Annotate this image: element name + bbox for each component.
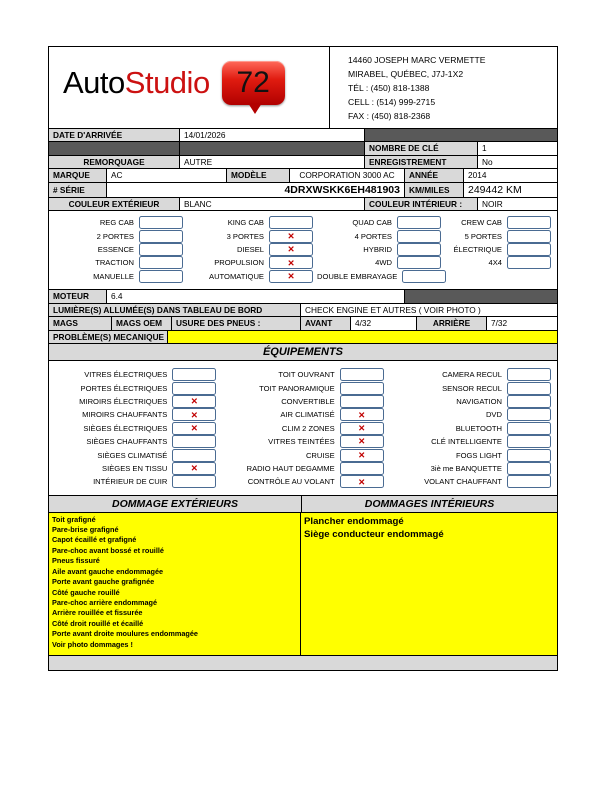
- config-label-automatique: AUTOMATIQUE: [209, 271, 264, 281]
- lights-label: LUMIÈRE(S) ALLUMÉE(S) DANS TABLEAU DE BORD: [49, 304, 301, 317]
- checkbox-toit-panoramique[interactable]: [340, 382, 384, 395]
- checkbox-3ieme-banquette[interactable]: [507, 462, 551, 475]
- equip-label-cruise: CRUISE: [305, 450, 335, 460]
- checkbox-double-embrayage[interactable]: [402, 270, 446, 283]
- badge-tail-icon: [248, 103, 262, 114]
- equip-row-sensor-recul[interactable]: [384, 381, 551, 394]
- damages-header-row: [49, 496, 557, 513]
- list-item: Arrière rouillée et fissurée: [52, 608, 143, 618]
- config-label-2portes: 2 PORTES: [96, 231, 134, 241]
- vin-value[interactable]: 4DRXWSKK6EH481903: [107, 183, 405, 197]
- checkbox-portes-electriques[interactable]: [172, 382, 216, 395]
- problems-value[interactable]: [168, 331, 557, 344]
- config-cell-regcab[interactable]: [55, 216, 183, 229]
- badge-bubble: [222, 61, 285, 105]
- equip-row-sieges-climatise[interactable]: [49, 448, 216, 461]
- equip-row-cle-intelligente[interactable]: [384, 435, 551, 448]
- list-item: Pare-choc arrière endommagé: [52, 597, 158, 607]
- config-row-2: [55, 230, 551, 243]
- equip-row-cruise[interactable]: [216, 448, 383, 461]
- keys-value[interactable]: 1: [478, 142, 557, 155]
- list-item: Plancher endommagé: [304, 515, 404, 527]
- config-row-3: [55, 243, 551, 256]
- equip-row-volant-chauffant[interactable]: [384, 475, 551, 488]
- config-label-3portes: 3 PORTES: [226, 231, 264, 241]
- tires-label: USURE DES PNEUS :: [172, 317, 301, 330]
- equip-label-sieges-climatise: SIÈGES CLIMATISÉ: [97, 450, 168, 460]
- check-mark: ✕: [190, 409, 198, 420]
- row-dashboard-lights: [49, 304, 557, 318]
- towing-value[interactable]: AUTRE: [180, 156, 365, 169]
- config-cell-4x4[interactable]: [441, 256, 551, 269]
- row-towing: [49, 156, 557, 170]
- date-value[interactable]: 14/01/2026: [180, 129, 365, 142]
- list-item: Porte avant gauche grafignée: [52, 577, 155, 587]
- config-cell-automatique[interactable]: [183, 270, 313, 283]
- spacer-cell-4: [405, 290, 557, 303]
- config-label-double-embrayage: DOUBLE EMBRAYAGE: [317, 271, 398, 281]
- checkbox-sieges-chauffants[interactable]: [172, 435, 216, 448]
- checkbox-propulsion[interactable]: [269, 256, 313, 269]
- interior-damages-title: DOMMAGES INTÉRIEURS: [302, 496, 557, 512]
- cell-line: CELL : (514) 999-2715: [348, 96, 436, 107]
- config-cell-5portes[interactable]: [441, 230, 551, 243]
- logo-wordmark: [63, 65, 210, 101]
- check-mark: ✕: [287, 271, 295, 282]
- list-item: Capot écaillé et grafigné: [52, 535, 137, 545]
- config-cell-2portes[interactable]: [55, 230, 183, 243]
- int-color-value[interactable]: NOIR: [478, 198, 557, 211]
- mags-label: MAGS: [49, 317, 112, 330]
- equip-label-portes-electriques: PORTES ÉLECTRIQUES: [80, 383, 168, 393]
- equipment-body: [49, 361, 557, 496]
- config-label-4portes: 4 PORTES: [354, 231, 392, 241]
- equip-row-toit-panoramique[interactable]: [216, 381, 383, 394]
- int-color-label: COULEUR INTÉRIEUR :: [365, 198, 478, 211]
- check-mark: ✕: [358, 436, 366, 447]
- problems-label: PROBLÈME(S) MECANIQUE: [49, 331, 168, 344]
- equip-row-portes-electriques[interactable]: [49, 381, 216, 394]
- km-label: KM/MILES: [405, 183, 464, 197]
- equip-row-vitres-teintees[interactable]: [216, 435, 383, 448]
- check-mark: ✕: [287, 257, 295, 268]
- equip-label-clim-2-zones: CLIM 2 ZONES: [281, 423, 335, 433]
- checkbox-vitres-teintees[interactable]: [340, 435, 384, 448]
- row-colors: [49, 198, 557, 212]
- checkbox-5portes[interactable]: [507, 230, 551, 243]
- checkbox-regcab[interactable]: [139, 216, 183, 229]
- list-item: Côté gauche rouillé: [52, 587, 120, 597]
- fax-line: FAX : (450) 818-2368: [348, 110, 431, 121]
- config-cell-3portes[interactable]: [183, 230, 313, 243]
- equip-label-radio-haut-degamme: RADIO HAUT DEGAMME: [246, 463, 335, 473]
- equip-label-navigation: NAVIGATION: [456, 397, 502, 407]
- checkbox-4wd[interactable]: [397, 256, 441, 269]
- checkbox-air-climatise[interactable]: [340, 408, 384, 421]
- year-value[interactable]: 2014: [464, 169, 557, 182]
- check-mark: ✕: [358, 476, 366, 487]
- equip-label-miroirs-electriques: MIROIRS ÉLECTRIQUES: [79, 397, 168, 407]
- list-item: Côté droit rouillé et écaillé: [52, 618, 144, 628]
- equip-label-interieur-cuir: INTÉRIEUR DE CUIR: [93, 477, 168, 487]
- check-mark: ✕: [358, 409, 366, 420]
- registration-value[interactable]: No: [478, 156, 557, 169]
- checkbox-volant-chauffant[interactable]: [507, 475, 551, 488]
- logo-text-studio: Studio: [124, 65, 210, 100]
- date-label: DATE D'ARRIVÉE: [49, 129, 180, 142]
- logo-cell: [49, 47, 330, 128]
- config-cell-quadcab[interactable]: [313, 216, 441, 229]
- vehicle-inspection-form: [48, 46, 558, 671]
- equip-label-convertible: CONVERTIBLE: [281, 397, 335, 407]
- row-vin: [49, 183, 557, 198]
- config-label-5portes: 5 PORTES: [464, 231, 502, 241]
- vin-label: # SÉRIE: [49, 183, 107, 197]
- checkbox-sieges-electriques[interactable]: [172, 422, 216, 435]
- config-cell-essence[interactable]: [55, 243, 183, 256]
- equip-row-navigation[interactable]: [384, 395, 551, 408]
- equip-label-sieges-chauffants: SIÈGES CHAUFFANTS: [86, 437, 168, 447]
- logo-text-auto: Auto: [63, 65, 125, 100]
- equip-row-camera-recul[interactable]: [384, 368, 551, 381]
- form-header: [49, 47, 557, 129]
- checkbox-bluetooth[interactable]: [507, 422, 551, 435]
- config-cell-double-embrayage[interactable]: [313, 270, 551, 283]
- checkbox-clim-2-zones[interactable]: [340, 422, 384, 435]
- checkbox-interieur-cuir[interactable]: [172, 475, 216, 488]
- equip-label-toit-ouvrant: TOIT OUVRANT: [278, 370, 335, 380]
- km-value[interactable]: 249442 KM: [464, 183, 557, 197]
- equip-label-toit-panoramique: TOIT PANORAMIQUE: [259, 383, 335, 393]
- checkbox-kingcab[interactable]: [269, 216, 313, 229]
- check-mark: ✕: [287, 244, 295, 255]
- row-mechanical-problems: [49, 331, 557, 345]
- row-mags-tires: [49, 317, 557, 331]
- checkbox-automatique[interactable]: [269, 270, 313, 283]
- row-keys: [49, 142, 557, 156]
- equip-row-vitres-electriques[interactable]: [49, 368, 216, 381]
- equip-row-toit-ouvrant[interactable]: [216, 368, 383, 381]
- checkbox-convertible[interactable]: [340, 395, 384, 408]
- spacer-cell-1: [365, 129, 557, 142]
- list-item: Porte avant droite moulures endommagée: [52, 629, 198, 639]
- equip-label-miroirs-chauffants: MIROIRS CHAUFFANTS: [82, 410, 168, 420]
- equip-label-fogs-light: FOGS LIGHT: [455, 450, 502, 460]
- phone-line: TÉL : (450) 818-1388: [348, 82, 430, 93]
- check-mark: ✕: [190, 423, 198, 434]
- spacer-cell-2: [49, 142, 180, 155]
- checkbox-miroirs-electriques[interactable]: [172, 395, 216, 408]
- equip-row-air-climatise[interactable]: [216, 408, 383, 421]
- config-cell-diesel[interactable]: [183, 243, 313, 256]
- row-date-arrivee: [49, 129, 557, 143]
- checkbox-3portes[interactable]: [269, 230, 313, 243]
- checkbox-manuelle[interactable]: [139, 270, 183, 283]
- checkbox-essence[interactable]: [139, 243, 183, 256]
- config-cell-electrique[interactable]: [441, 243, 551, 256]
- equip-row-sieges-electriques[interactable]: [49, 422, 216, 435]
- check-mark: ✕: [358, 449, 366, 460]
- equip-label-bluetooth: BLUETOOTH: [455, 423, 502, 433]
- make-label: MARQUE: [49, 169, 107, 182]
- checkbox-navigation[interactable]: [507, 395, 551, 408]
- config-label-propulsion: PROPULSION: [214, 258, 264, 268]
- company-logo: [63, 53, 329, 113]
- front-tire-label: AVANT: [301, 317, 351, 330]
- checkbox-traction[interactable]: [139, 256, 183, 269]
- config-cell-4wd[interactable]: [313, 256, 441, 269]
- rear-tire-label: ARRIÈRE: [417, 317, 487, 330]
- checkbox-quadcab[interactable]: [397, 216, 441, 229]
- equip-label-volant-chauffant: VOLANT CHAUFFANT: [424, 477, 502, 487]
- checkbox-4x4[interactable]: [507, 256, 551, 269]
- towing-label: REMORQUAGE: [49, 156, 180, 169]
- logo-badge: [222, 61, 285, 105]
- checkbox-camera-recul[interactable]: [507, 368, 551, 381]
- equipment-column-2: [216, 368, 383, 489]
- engine-label: MOTEUR: [49, 290, 107, 303]
- config-cell-4portes[interactable]: [313, 230, 441, 243]
- config-label-crewcab: CREW CAB: [461, 218, 502, 228]
- checkbox-hybrid[interactable]: [397, 243, 441, 256]
- check-mark: ✕: [287, 230, 295, 241]
- interior-damages-list[interactable]: [301, 513, 557, 655]
- check-mark: ✕: [190, 463, 198, 474]
- damages-body: [49, 513, 557, 656]
- badge-number: 72: [236, 66, 270, 99]
- equip-row-bluetooth[interactable]: [384, 422, 551, 435]
- equip-label-sieges-tissu: SIÈGES EN TISSU: [102, 463, 168, 473]
- engine-value[interactable]: 6.4: [107, 290, 405, 303]
- equip-label-3ieme-banquette: 3iè me BANQUETTE: [430, 463, 502, 473]
- equip-row-sieges-tissu[interactable]: [49, 462, 216, 475]
- equip-label-camera-recul: CAMERA RECUL: [442, 370, 502, 380]
- equip-label-vitres-electriques: VITRES ÉLECTRIQUES: [84, 370, 168, 380]
- equip-label-dvd: DVD: [485, 410, 502, 420]
- lights-value[interactable]: CHECK ENGINE ET AUTRES ( VOIR PHOTO ): [301, 304, 557, 317]
- config-label-regcab: REG CAB: [99, 218, 134, 228]
- equip-label-sensor-recul: SENSOR RECUL: [442, 383, 502, 393]
- equipment-column-1: [49, 368, 216, 489]
- row-engine: [49, 290, 557, 304]
- equip-label-air-climatise: AIR CLIMATISÉ: [280, 410, 335, 420]
- checkbox-radio-haut-degamme[interactable]: [340, 462, 384, 475]
- config-cell-hybrid[interactable]: [313, 243, 441, 256]
- registration-label: ENREGISTREMENT: [365, 156, 478, 169]
- equip-row-convertible[interactable]: [216, 395, 383, 408]
- equip-row-interieur-cuir[interactable]: [49, 475, 216, 488]
- mags-value[interactable]: MAGS OEM: [112, 317, 172, 330]
- checkbox-electrique[interactable]: [507, 243, 551, 256]
- list-item: Pneus fissuré: [52, 556, 100, 566]
- config-label-4x4: 4X4: [488, 258, 502, 268]
- config-label-traction: TRACTION: [95, 258, 134, 268]
- list-item: Pare-choc avant bossé et rouillé: [52, 545, 164, 555]
- spacer-cell-3: [180, 142, 365, 155]
- checkbox-toit-ouvrant[interactable]: [340, 368, 384, 381]
- exterior-damages-title: DOMMAGE EXTÉRIEURS: [49, 496, 302, 512]
- exterior-damages-list[interactable]: [49, 513, 301, 655]
- equip-row-3ieme-banquette[interactable]: [384, 462, 551, 475]
- equip-row-miroirs-electriques[interactable]: [49, 395, 216, 408]
- checkbox-2portes[interactable]: [139, 230, 183, 243]
- checkbox-fogs-light[interactable]: [507, 449, 551, 462]
- keys-label: NOMBRE DE CLÉ: [365, 142, 478, 155]
- config-label-diesel: DIESEL: [236, 245, 264, 255]
- equip-row-fogs-light[interactable]: [384, 448, 551, 461]
- checkbox-4portes[interactable]: [397, 230, 441, 243]
- config-label-4wd: 4WD: [375, 258, 392, 268]
- equip-label-cle-intelligente: CLÉ INTELLIGENTE: [431, 437, 502, 447]
- rear-tire-value[interactable]: 7/32: [487, 317, 557, 330]
- checkbox-sieges-tissu[interactable]: [172, 462, 216, 475]
- list-item: Toit grafigné: [52, 514, 96, 524]
- equip-label-controle-au-volant: CONTRÔLE AU VOLANT: [247, 477, 335, 487]
- company-address: [330, 47, 557, 128]
- front-tire-value[interactable]: 4/32: [351, 317, 417, 330]
- equip-row-sieges-chauffants[interactable]: [49, 435, 216, 448]
- config-label-quadcab: QUAD CAB: [352, 218, 392, 228]
- config-label-hybrid: HYBRID: [363, 245, 392, 255]
- config-cell-propulsion[interactable]: [183, 256, 313, 269]
- checkbox-controle-au-volant[interactable]: [340, 475, 384, 488]
- config-label-kingcab: KING CAB: [227, 218, 264, 228]
- equip-row-controle-au-volant[interactable]: [216, 475, 383, 488]
- equip-label-sieges-electriques: SIÈGES ÉLECTRIQUES: [83, 423, 168, 433]
- config-cell-kingcab[interactable]: [183, 216, 313, 229]
- config-label-essence: ESSENCE: [97, 245, 134, 255]
- year-label: ANNÉE: [405, 169, 464, 182]
- equip-row-dvd[interactable]: [384, 408, 551, 421]
- checkbox-crewcab[interactable]: [507, 216, 551, 229]
- config-row-4: [55, 256, 551, 269]
- checkbox-vitres-electriques[interactable]: [172, 368, 216, 381]
- equip-row-radio-haut-degamme[interactable]: [216, 462, 383, 475]
- config-label-electrique: ÉLECTRIQUE: [453, 245, 502, 255]
- footer-grey-bar: [49, 656, 557, 670]
- checkbox-cruise[interactable]: [340, 449, 384, 462]
- list-item: Voir photo dommages !: [52, 639, 133, 649]
- model-value[interactable]: CORPORATION 3000 AC: [290, 169, 405, 182]
- config-label-manuelle: MANUELLE: [93, 271, 134, 281]
- ext-color-label: COULEUR EXTÉRIEUR: [49, 198, 180, 211]
- make-value[interactable]: AC: [107, 169, 227, 182]
- config-cell-traction[interactable]: [55, 256, 183, 269]
- configuration-checkbox-block: [49, 211, 557, 290]
- equipment-column-3: [384, 368, 557, 489]
- check-mark: ✕: [190, 396, 198, 407]
- equip-row-clim-2-zones[interactable]: [216, 422, 383, 435]
- list-item: Siège conducteur endommagé: [304, 529, 444, 541]
- config-cell-crewcab[interactable]: [441, 216, 551, 229]
- address-line-2: MIRABEL, QUÉBEC, J7J-1X2: [348, 68, 464, 79]
- checkbox-sensor-recul[interactable]: [507, 382, 551, 395]
- checkbox-sieges-climatise[interactable]: [172, 449, 216, 462]
- check-mark: ✕: [358, 423, 366, 434]
- checkbox-diesel[interactable]: [269, 243, 313, 256]
- ext-color-value[interactable]: BLANC: [180, 198, 365, 211]
- checkbox-dvd[interactable]: [507, 408, 551, 421]
- equipment-section-title: ÉQUIPEMENTS: [49, 344, 557, 361]
- equip-row-miroirs-chauffants[interactable]: [49, 408, 216, 421]
- config-row-1: [55, 216, 551, 229]
- address-line-1: 14460 JOSEPH MARC VERMETTE: [348, 55, 486, 65]
- config-cell-manuelle[interactable]: [55, 270, 183, 283]
- checkbox-cle-intelligente[interactable]: [507, 435, 551, 448]
- equip-label-vitres-teintees: VITRES TEINTÉES: [268, 437, 335, 447]
- row-make-model: [49, 169, 557, 183]
- checkbox-miroirs-chauffants[interactable]: [172, 408, 216, 421]
- config-row-5: [55, 270, 551, 283]
- model-label: MODÈLE: [227, 169, 290, 182]
- list-item: Pare-brise grafigné: [52, 525, 119, 534]
- list-item: Aile avant gauche endommagée: [52, 566, 164, 576]
